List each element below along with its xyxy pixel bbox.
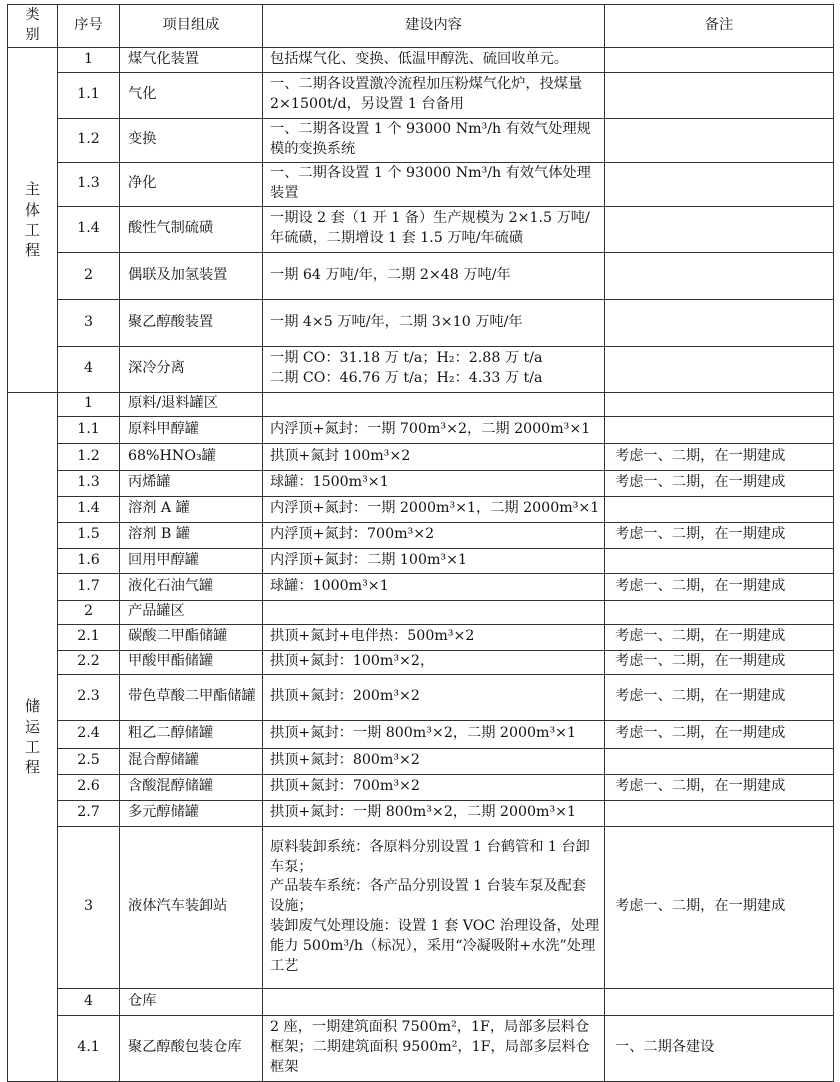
table-row	[8, 774, 834, 800]
row-note: 考虑一、二期，在一期建成	[605, 522, 834, 548]
row-note	[605, 800, 834, 826]
header-note: 备注	[605, 5, 834, 48]
row-content: 一期 64 万吨/年，二期 2×48 万吨/年	[263, 252, 605, 299]
row-seq: 2	[58, 252, 120, 299]
row-item: 含酸混醇储罐	[120, 774, 263, 800]
row-item: 甲酸甲酯储罐	[120, 650, 263, 674]
row-item: 回用甲醇罐	[120, 548, 263, 573]
project-composition-table	[7, 4, 834, 1082]
row-item: 溶剂 A 罐	[120, 496, 263, 522]
row-seq: 2.4	[58, 720, 120, 748]
row-content	[263, 346, 605, 392]
row-note	[605, 748, 834, 774]
table-row	[8, 346, 834, 392]
table-row	[8, 470, 834, 496]
row-seq: 4	[58, 988, 120, 1015]
row-item: 产品罐区	[120, 600, 263, 624]
table-row	[8, 299, 834, 346]
row-seq: 2	[58, 600, 120, 624]
row-content: 一期设 2 套（1 开 1 备）生产规模为 2×1.5 万吨/年硫磺，二期增设 1 套 1.5 万吨/年硫磺	[263, 206, 605, 252]
row-item: 碳酸二甲酯储罐	[120, 624, 263, 650]
content-line: 一期 CO：31.18 万 t/a；H₂：2.88 万 t/a	[270, 350, 543, 367]
row-content: 拱顶+氮封：100m³×2，	[263, 650, 605, 674]
row-seq: 4	[58, 346, 120, 392]
row-note	[605, 72, 834, 118]
row-seq: 2.3	[58, 674, 120, 720]
row-seq: 1.2	[58, 443, 120, 470]
table-row	[8, 548, 834, 573]
content-line: 原料装卸系统：各原料分别设置 1 台鹤管和 1 台卸车泵；	[270, 838, 590, 875]
row-note: 考虑一、二期，在一期建成	[605, 573, 834, 600]
table-row	[8, 800, 834, 826]
row-content: 2 座，一期建筑面积 7500m²，1F，局部多层料仓框架；二期建筑面积 9500m²，1F，局部多层料仓框架	[263, 1015, 605, 1081]
row-content	[263, 392, 605, 416]
table-row	[8, 392, 834, 416]
row-content: 内浮顶+氮封：二期 100m³×1	[263, 548, 605, 573]
row-item: 原料甲醇罐	[120, 416, 263, 443]
table-row	[8, 624, 834, 650]
section-main: 主体工程	[8, 47, 58, 392]
row-content: 一、二期各设置激冷流程加压粉煤气化炉，投煤量 2×1500t/d，另设置 1 台备用	[263, 72, 605, 118]
row-seq: 1.1	[58, 72, 120, 118]
header-seq: 序号	[58, 5, 120, 48]
table-row	[8, 748, 834, 774]
row-item: 原料/退料罐区	[120, 392, 263, 416]
row-item: 气化	[120, 72, 263, 118]
row-item: 带色草酸二甲酯储罐	[120, 674, 263, 720]
header-component: 项目组成	[120, 5, 263, 48]
row-content: 拱顶+氮封：800m³×2	[263, 748, 605, 774]
row-note: 考虑一、二期，在一期建成	[605, 443, 834, 470]
row-item: 混合醇储罐	[120, 748, 263, 774]
row-seq: 1.3	[58, 470, 120, 496]
row-content: 拱顶+氮封：200m³×2	[263, 674, 605, 720]
row-item: 多元醇储罐	[120, 800, 263, 826]
row-content	[263, 988, 605, 1015]
row-note	[605, 548, 834, 573]
row-item: 液化石油气罐	[120, 573, 263, 600]
row-note	[605, 118, 834, 162]
section-storage: 储运工程	[8, 392, 58, 1081]
row-seq: 2.5	[58, 748, 120, 774]
table-row	[8, 720, 834, 748]
row-item: 聚乙醇酸包装仓库	[120, 1015, 263, 1081]
row-seq: 1.1	[58, 416, 120, 443]
row-seq: 4.1	[58, 1015, 120, 1081]
row-item: 变换	[120, 118, 263, 162]
row-note: 考虑一、二期，在一期建成	[605, 826, 834, 988]
row-content: 一、二期各设置 1 个 93000 Nm³/h 有效气体处理装置	[263, 162, 605, 206]
row-seq: 1.3	[58, 162, 120, 206]
row-seq: 3	[58, 826, 120, 988]
row-item: 68%HNO₃罐	[120, 443, 263, 470]
table-row	[8, 496, 834, 522]
header-row	[8, 5, 834, 48]
row-item: 净化	[120, 162, 263, 206]
row-content	[263, 600, 605, 624]
row-content: 拱顶+氮封+电伴热：500m³×2	[263, 624, 605, 650]
row-content: 一、二期各设置 1 个 93000 Nm³/h 有效气处理规模的变换系统	[263, 118, 605, 162]
row-note: 考虑一、二期，在一期建成	[605, 674, 834, 720]
header-content: 建设内容	[263, 5, 605, 48]
row-seq: 1	[58, 47, 120, 72]
row-seq: 1.5	[58, 522, 120, 548]
table-row	[8, 988, 834, 1015]
row-note	[605, 988, 834, 1015]
row-note	[605, 496, 834, 522]
content-line: 二期 CO：46.76 万 t/a；H₂：4.33 万 t/a	[270, 370, 543, 387]
content-line: 装卸废气处理设施：设置 1 套 VOC 治理设备，处理能力 500m³/h（标况），采用“冷凝吸附+水洗”处理工艺	[270, 918, 600, 974]
row-content: 球罐：1500m³×1	[263, 470, 605, 496]
row-note: 考虑一、二期，在一期建成	[605, 774, 834, 800]
row-item: 粗乙二醇储罐	[120, 720, 263, 748]
row-content: 拱顶+氮封 100m³×2	[263, 443, 605, 470]
table-row	[8, 600, 834, 624]
row-seq: 2.7	[58, 800, 120, 826]
row-content: 拱顶+氮封：700m³×2	[263, 774, 605, 800]
row-note	[605, 416, 834, 443]
row-item: 酸性气制硫磺	[120, 206, 263, 252]
row-seq: 1.6	[58, 548, 120, 573]
header-category: 类别	[8, 5, 58, 48]
row-note	[605, 600, 834, 624]
row-note	[605, 162, 834, 206]
row-content: 包括煤气化、变换、低温甲醇洗、硫回收单元。	[263, 47, 605, 72]
row-seq: 3	[58, 299, 120, 346]
row-seq: 1.7	[58, 573, 120, 600]
row-seq: 1.4	[58, 496, 120, 522]
row-note	[605, 252, 834, 299]
table-row	[8, 826, 834, 988]
table-row	[8, 573, 834, 600]
table-row	[8, 1015, 834, 1081]
table-row	[8, 252, 834, 299]
row-note: 考虑一、二期，在一期建成	[605, 650, 834, 674]
table-row	[8, 522, 834, 548]
row-content: 内浮顶+氮封：一期 2000m³×1，二期 2000m³×1	[263, 496, 605, 522]
table-row	[8, 206, 834, 252]
row-content: 内浮顶+氮封：700m³×2	[263, 522, 605, 548]
row-content: 一期 4×5 万吨/年，二期 3×10 万吨/年	[263, 299, 605, 346]
row-item: 煤气化装置	[120, 47, 263, 72]
row-content: 内浮顶+氮封：一期 700m³×2，二期 2000m³×1	[263, 416, 605, 443]
row-seq: 1.4	[58, 206, 120, 252]
table-row	[8, 416, 834, 443]
row-note	[605, 299, 834, 346]
row-item: 液体汽车装卸站	[120, 826, 263, 988]
row-note: 考虑一、二期，在一期建成	[605, 720, 834, 748]
row-note	[605, 206, 834, 252]
row-note: 考虑一、二期，在一期建成	[605, 470, 834, 496]
row-note: 考虑一、二期，在一期建成	[605, 624, 834, 650]
table-row	[8, 674, 834, 720]
table-row	[8, 47, 834, 72]
row-note	[605, 392, 834, 416]
row-note	[605, 346, 834, 392]
row-item: 偶联及加氢装置	[120, 252, 263, 299]
table-row	[8, 162, 834, 206]
row-item: 丙烯罐	[120, 470, 263, 496]
row-seq: 1.2	[58, 118, 120, 162]
row-seq: 2.1	[58, 624, 120, 650]
table-row	[8, 118, 834, 162]
row-note	[605, 47, 834, 72]
row-content: 拱顶+氮封：一期 800m³×2，二期 2000m³×1	[263, 800, 605, 826]
table-row	[8, 72, 834, 118]
table-row	[8, 650, 834, 674]
row-content	[263, 826, 605, 988]
row-content: 拱顶+氮封：一期 800m³×2，二期 2000m³×1	[263, 720, 605, 748]
row-content: 球罐：1000m³×1	[263, 573, 605, 600]
row-note: 一、二期各建设	[605, 1015, 834, 1081]
row-seq: 2.2	[58, 650, 120, 674]
content-line: 产品装车系统：各产品分别设置 1 台装车泵及配套设施；	[270, 878, 586, 915]
table-row	[8, 443, 834, 470]
row-item: 聚乙醇酸装置	[120, 299, 263, 346]
row-item: 仓库	[120, 988, 263, 1015]
row-seq: 1	[58, 392, 120, 416]
row-item: 溶剂 B 罐	[120, 522, 263, 548]
row-item: 深冷分离	[120, 346, 263, 392]
row-seq: 2.6	[58, 774, 120, 800]
